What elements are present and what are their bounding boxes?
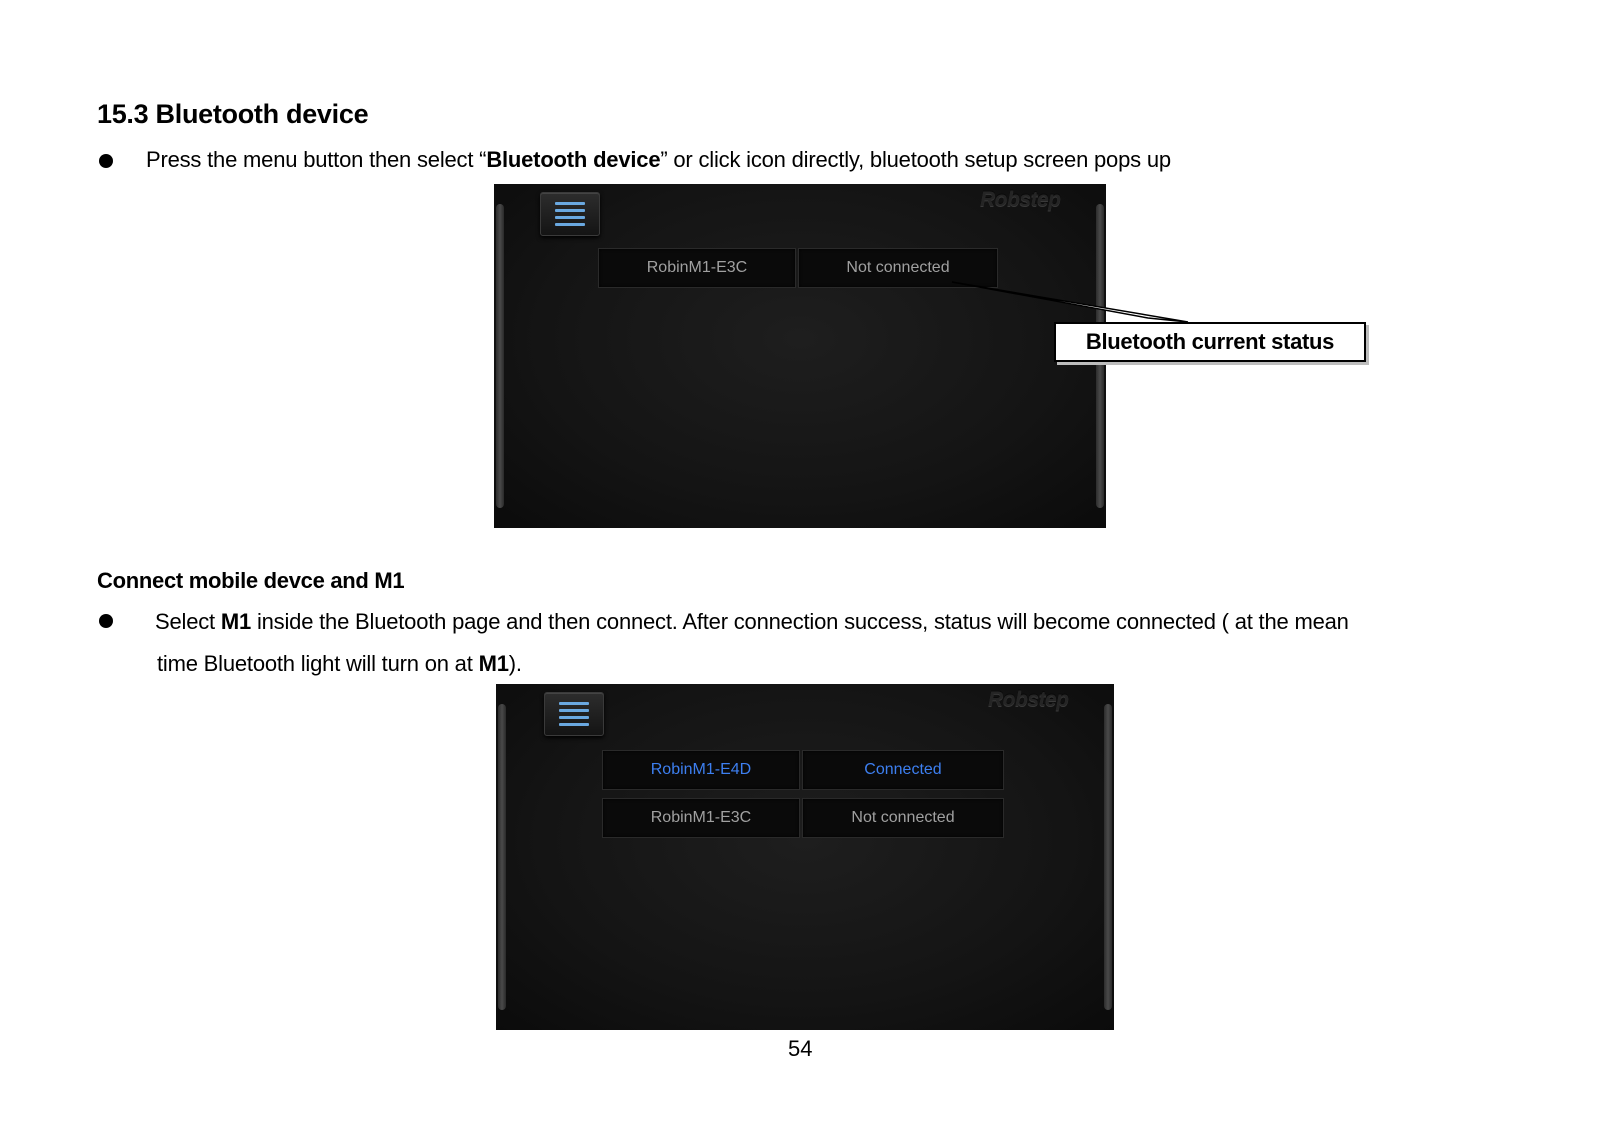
frame-edge-left [498, 704, 506, 1010]
bullet-dot [99, 614, 113, 628]
section-heading: 15.3 Bluetooth device [97, 99, 369, 129]
bullet-text-2-line2-after: ). [508, 651, 522, 676]
device-name-cell[interactable]: RobinM1-E3C [598, 248, 796, 288]
brand-logo: Robstep [988, 688, 1069, 711]
bullet-text-2-line1 [155, 609, 1349, 635]
device-status-cell[interactable]: Connected [802, 750, 1004, 790]
menu-icon [559, 702, 589, 726]
bullet-text-2-line1-before: Select [155, 609, 221, 634]
brand-logo: Robstep [980, 188, 1061, 211]
bullet-text-1-bold: Bluetooth device [486, 147, 661, 172]
device-status-cell[interactable]: Not connected [798, 248, 998, 288]
device-name-cell[interactable]: RobinM1-E3C [602, 798, 800, 838]
device-status-cell[interactable]: Not connected [802, 798, 1004, 838]
bullet-text-2-line2-before: time Bluetooth light will turn on at [157, 651, 479, 676]
callout-label: Bluetooth current status [1054, 322, 1366, 362]
bullet-text-1-after: ” or click icon directly, bluetooth setup screen pops up [660, 147, 1171, 172]
bullet-text-2-line1-after: inside the Bluetooth page and then connect. After connection success, status will become connected ( at the mean [251, 609, 1349, 634]
subsection-heading: Connect mobile devce and M1 [97, 568, 405, 593]
frame-edge-right [1104, 704, 1112, 1010]
bullet-text-1-before: Press the menu button then select “ [146, 147, 487, 172]
menu-button[interactable] [544, 692, 604, 736]
app-screenshot-2 [496, 684, 1114, 1030]
bullet-text-2-line1-bold: M1 [220, 609, 252, 634]
bullet-text-2-line2 [157, 651, 522, 677]
page-number: 54 [788, 1036, 813, 1061]
device-name-cell[interactable]: RobinM1-E4D [602, 750, 800, 790]
bullet-text-2-line2-bold: M1 [478, 651, 509, 676]
